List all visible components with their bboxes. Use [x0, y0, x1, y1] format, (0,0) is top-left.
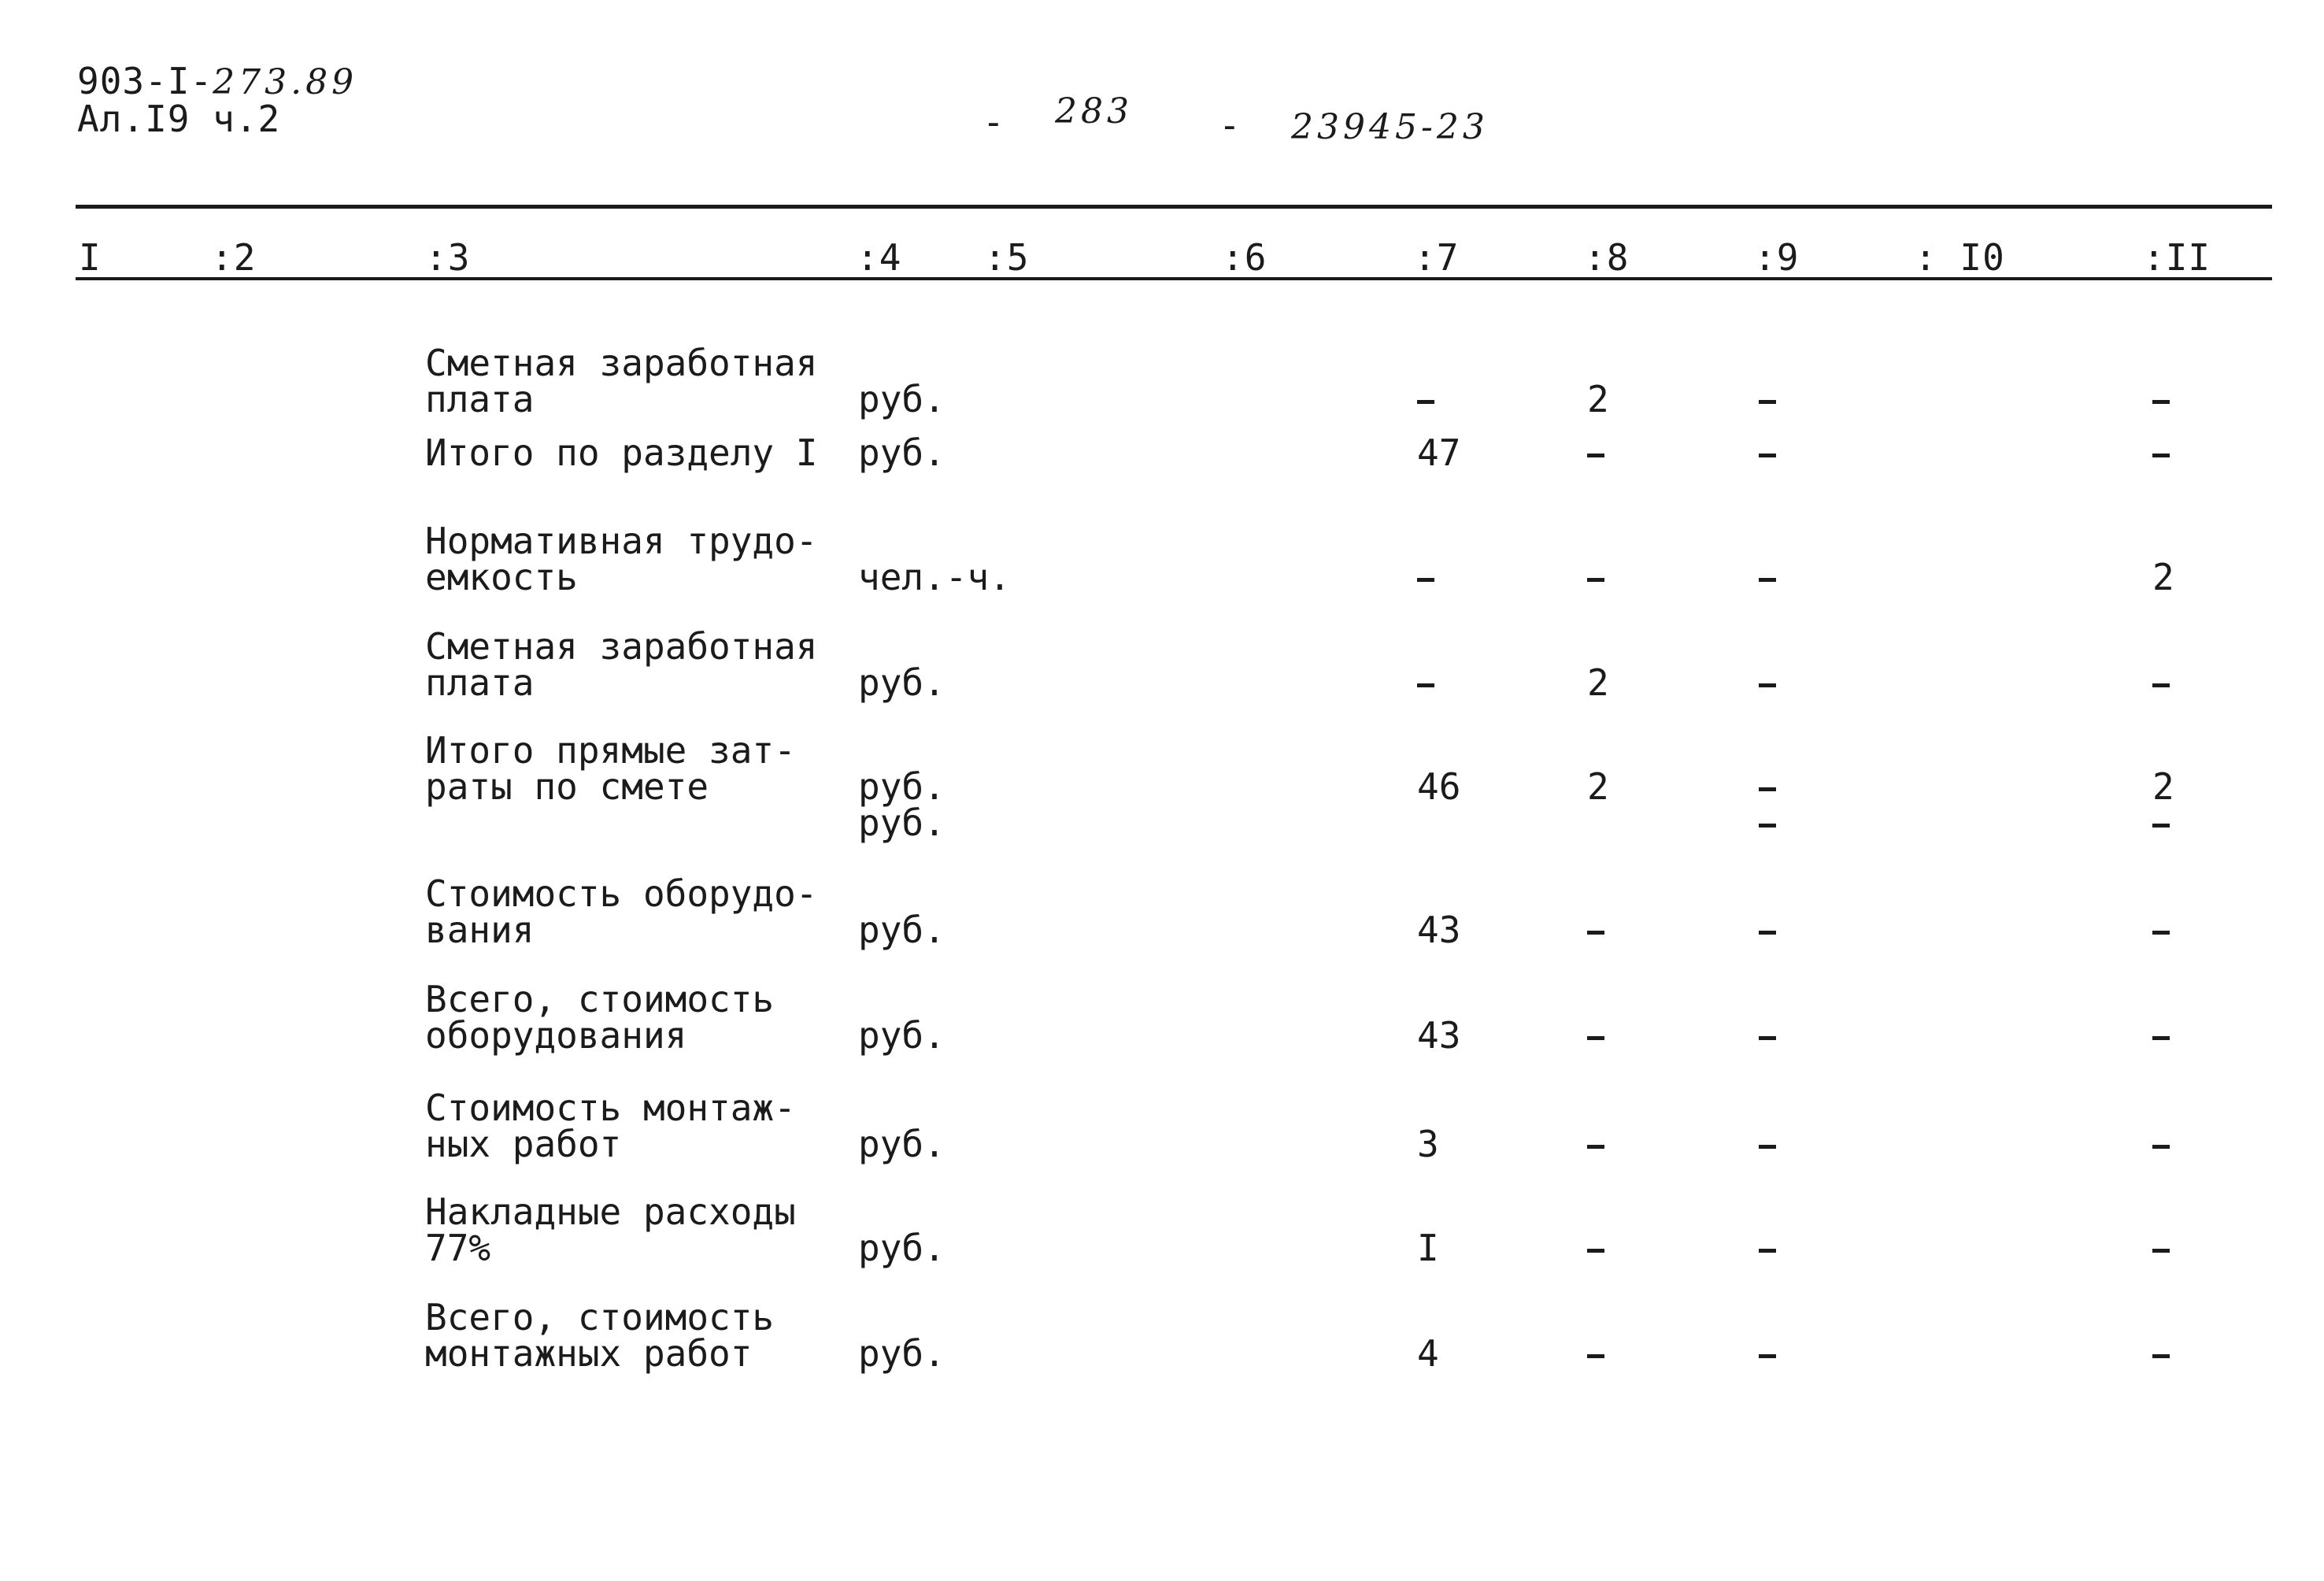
dash-mark [1759, 1036, 1776, 1040]
dash-mark [1417, 683, 1434, 687]
row-description: Нормативная трудо- емкость [425, 520, 818, 598]
row-unit: руб. [858, 1014, 946, 1057]
row-col7-value: 43 [1417, 1014, 1461, 1057]
dash-mark [1587, 1145, 1604, 1149]
row-description: Стоимость оборудо- вания [425, 872, 818, 951]
dash-mark [2152, 683, 2170, 687]
dash-mark [2152, 931, 2170, 935]
column-header-10: : I0 [1915, 236, 2005, 279]
dash-mark [1759, 824, 1776, 828]
row-col7-value: I [1417, 1227, 1439, 1269]
column-header-7: :7 [1414, 236, 1460, 279]
dash-mark [2152, 400, 2170, 404]
row-unit: руб. [858, 378, 946, 420]
row-col9-value [1759, 912, 1776, 948]
document-code-printed: 903-I- [77, 60, 213, 102]
row-col8-value [1587, 1017, 1604, 1053]
row-col11-value [2152, 1126, 2170, 1162]
album-label: Ал.I9 ч.2 [77, 98, 281, 140]
row-description: Итого по разделу I [425, 431, 818, 474]
row-unit: руб. [858, 1227, 946, 1269]
document-code-handwritten: 273.89 [213, 62, 358, 102]
dash-mark [2152, 1354, 2170, 1358]
row-col11-value: 2 [2152, 556, 2174, 598]
row-col7-value [1417, 665, 1434, 701]
row-unit-secondary: руб. [858, 802, 946, 844]
dash-mark [1759, 1354, 1776, 1358]
dash-mark [1759, 931, 1776, 935]
row-col8-value: 2 [1587, 661, 1609, 704]
row-col7-value: 4 [1417, 1332, 1439, 1375]
page-number: 283 [1055, 91, 1133, 131]
dash-mark [1417, 578, 1434, 582]
row-col11-value [2152, 1230, 2170, 1266]
row-col11-value: 2 [2152, 765, 2174, 808]
dash-mark [2152, 1145, 2170, 1149]
document-code [77, 60, 357, 102]
row-col7-value: 46 [1417, 765, 1461, 808]
row-col11-value [2152, 665, 2170, 701]
column-header-6: :6 [1222, 236, 1267, 279]
column-header-9: :9 [1754, 236, 1800, 279]
dash-mark [1417, 400, 1434, 404]
row-col11-value [2152, 1017, 2170, 1053]
row-description: Всего, стоимость монтажных работ [425, 1296, 775, 1375]
row-unit: руб. [858, 1123, 946, 1165]
row-col7-value: 47 [1417, 431, 1461, 474]
registration-number: 23945-23 [1291, 107, 1489, 147]
row-col9-value [1759, 435, 1776, 471]
row-unit: руб. [858, 1332, 946, 1375]
column-header-5: :5 [984, 236, 1030, 279]
row-unit: руб. [858, 431, 946, 474]
dash-mark [1587, 454, 1604, 457]
dash-mark [2152, 1249, 2170, 1253]
row-unit: руб. [858, 765, 946, 808]
dash-mark [2152, 1036, 2170, 1040]
row-description: Итого прямые зат- раты по смете [425, 729, 796, 808]
row-col8-value [1587, 1335, 1604, 1372]
dash-mark [1759, 683, 1776, 687]
row-col7-value: 3 [1417, 1123, 1439, 1165]
column-header-4: :4 [857, 236, 902, 279]
row-unit: руб. [858, 661, 946, 704]
row-description: Стоимость монтаж- ных работ [425, 1087, 796, 1165]
dash-mark [1587, 1036, 1604, 1040]
row-col9-value [1759, 1230, 1776, 1266]
row-description: Сметная заработная плата [425, 625, 818, 704]
dash-mark [1759, 1249, 1776, 1253]
row-col9-value [1759, 559, 1776, 595]
row-col8-value [1587, 1230, 1604, 1266]
dash-mark [1759, 454, 1776, 457]
dash-mark [1759, 1145, 1776, 1149]
column-header-1: I [79, 236, 102, 279]
row-col9-value [1759, 1126, 1776, 1162]
dash-mark [1587, 578, 1604, 582]
table-top-rule [76, 205, 2272, 209]
row-description: Накладные расходы 77% [425, 1190, 796, 1269]
dash-mark [1587, 1354, 1604, 1358]
row-unit: чел.-ч. [858, 556, 1011, 598]
row-col8-value: 2 [1587, 765, 1609, 808]
row-col11-value [2152, 1335, 2170, 1372]
column-header-2: :2 [211, 236, 257, 279]
column-header-11: :II [2143, 236, 2211, 279]
page-dash-right: - [1219, 104, 1242, 146]
dash-mark [2152, 824, 2170, 828]
row-col9-value [1759, 381, 1776, 417]
dash-mark [1587, 931, 1604, 935]
dash-mark [1759, 578, 1776, 582]
row-description: Всего, стоимость оборудования [425, 978, 775, 1057]
row-col7-value [1417, 559, 1434, 595]
row-col9-secondary [1759, 805, 1776, 841]
row-unit: руб. [858, 909, 946, 951]
dash-mark [1587, 1249, 1604, 1253]
row-col8-value [1587, 1126, 1604, 1162]
row-col11-value [2152, 435, 2170, 471]
dash-mark [1759, 787, 1776, 791]
row-col8-value: 2 [1587, 378, 1609, 420]
column-header-3: :3 [425, 236, 471, 279]
row-col9-value [1759, 665, 1776, 701]
row-col8-value [1587, 559, 1604, 595]
row-col7-value [1417, 381, 1434, 417]
row-col11-value [2152, 912, 2170, 948]
row-col9-value [1759, 1335, 1776, 1372]
page-dash-left: - [983, 101, 1005, 143]
row-col11-secondary [2152, 805, 2170, 841]
column-header-8: :8 [1584, 236, 1630, 279]
row-col7-value: 43 [1417, 909, 1461, 951]
row-col9-value [1759, 1017, 1776, 1053]
dash-mark [1759, 400, 1776, 404]
row-description: Сметная заработная плата [425, 342, 818, 420]
row-col9-value [1759, 768, 1776, 805]
dash-mark [2152, 454, 2170, 457]
row-col8-value [1587, 435, 1604, 471]
row-col11-value [2152, 381, 2170, 417]
row-col8-value [1587, 912, 1604, 948]
